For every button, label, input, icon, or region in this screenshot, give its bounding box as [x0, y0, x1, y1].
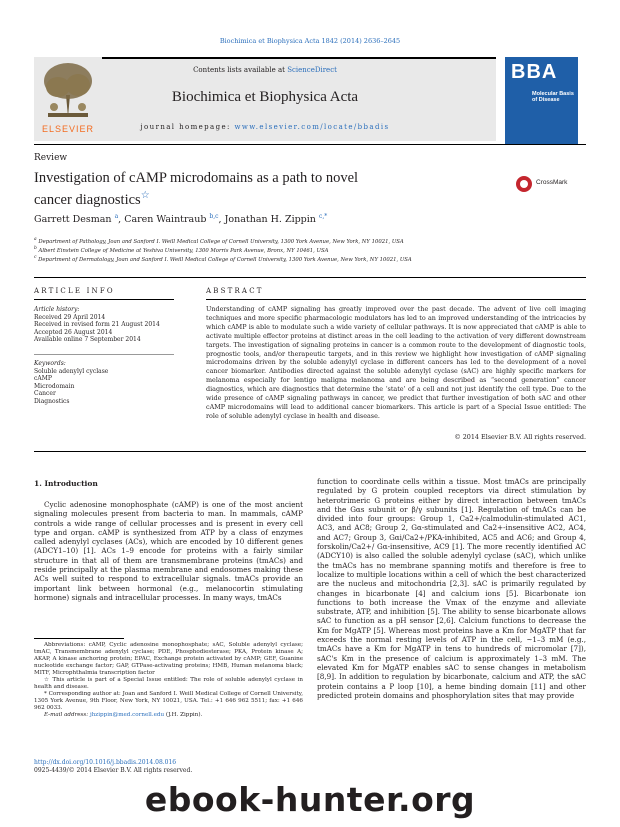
title-line-2: cancer diagnostics — [34, 191, 141, 208]
info-separator — [34, 354, 174, 355]
header-divider — [34, 144, 586, 145]
history-label: Article history: — [34, 306, 80, 313]
crossmark-icon — [516, 176, 532, 192]
affiliation-divider — [34, 277, 586, 278]
author-name[interactable]: Garrett Desman — [34, 214, 112, 226]
footnotes — [34, 642, 303, 719]
issn-line: 0925-4439/© 2014 Elsevier B.V. All rights reserved. — [34, 766, 193, 774]
crossmark-label: CrossMark — [536, 179, 568, 186]
cover-subtitle: Molecular Basis of Disease — [532, 91, 574, 103]
affiliation-text: Department of Pathology, Joan and Sanford I. Weill Medical College of Cornell University, 1300 York Avenue, New York, NY 10021, USA — [38, 238, 404, 245]
affiliation — [34, 246, 328, 254]
crossmark-badge[interactable] — [516, 176, 586, 196]
author-affil-mark[interactable]: b,c — [209, 213, 219, 220]
doi-block — [34, 759, 334, 774]
abstract-text: Understanding of cAMP signaling has greatly improved over the past decade. The advent of live cell imaging techniques and more specific pharmacologic modulators has led to an improved understanding of the intricacies by which cAMP is able to modulate such a wide variety of cellular pathways. It is now appreciated that cAMP is able to activate multiple effector proteins at distinct areas in the cell leading to the activation of very different downstream targets. The investigation of signaling proteins in cancer is a common route to the development of diagnostic tools, prognostic tools, and/or therapeutic targets, and in this review we highlight how investigation of cAMP signaling microdomains driven by the soluble adenylyl cyclase in different cancers has led to the development of a novel cancer biomarker. Antibodies directed against the soluble adenylyl cyclase (sAC) are highly specific markers for melanoma especially for lentigo maligna melanoma and are being described as “second generation” cancer diagnostics, which are diagnostics that determine the ‘state’ of a cell and not just identify the cell type. Due to the wide presence of cAMP signaling pathways in cancer, we predict that further investigation of both sAC and other cAMP microdomains will lead to additional cancer biomarkers. This article is part of a Special Issue entitled: The role of soluble adenylyl cyclase in health and disease. — [206, 305, 586, 420]
abstract-copyright: © 2014 Elsevier B.V. All rights reserved. — [454, 433, 586, 441]
email-footnote — [34, 712, 303, 719]
affiliation-text: Department of Dermatology, Joan and Sanford I. Weill Medical College of Cornell University, 1300 York Avenue, New York, NY 10021, USA — [38, 256, 412, 263]
author-affil-mark[interactable]: a — [114, 213, 119, 220]
article-info-heading: ARTICLE INFO — [34, 287, 115, 295]
affiliation — [34, 255, 412, 263]
abstract-heading: ABSTRACT — [206, 287, 264, 295]
article-title — [34, 170, 474, 209]
contents-availability — [34, 66, 496, 74]
keywords — [34, 360, 174, 406]
homepage-link[interactable]: www.elsevier.com/locate/bbadis — [234, 123, 390, 131]
homepage-prefix: journal homepage: — [140, 123, 235, 131]
author-name[interactable]: Jonathan H. Zippin — [224, 214, 316, 226]
keyword: cAMP — [34, 375, 52, 383]
doi-link[interactable]: http://dx.doi.org/10.1016/j.bbadis.2014.08.016 — [34, 759, 177, 766]
article-history — [34, 306, 174, 344]
journal-cover-image — [505, 57, 578, 145]
body-right-column — [317, 477, 586, 700]
affiliation-mark: c — [34, 255, 37, 260]
keyword: Soluble adenylyl cyclase — [34, 367, 109, 375]
article-info-rule — [34, 299, 174, 300]
body-paragraph: Cyclic adenosine monophosphate (cAMP) is one of the most ancient signaling molecules present from bacteria to man. In mammals, cAMP controls a wide range of cellular processes and is present in every cell type and organ. cAMP is synthesized from ATP by a class of enzymes called adenylyl cyclases (ACs), which are encoded by 10 different genes (ADCY1–10) [1]. ACs 1–9 encode for proteins with a fairly similar structure in that all of them are transmembrane proteins (tmACs) and reside principally at the plasma membrane and endosomes making these ACs well suited to respond to extracellular signals. tmACs provide an important link between hormonal (e.g., melanocortin stimulating hormone) signals and intracellular processes. In many ways, tmACs — [34, 500, 303, 602]
title-footnote-mark[interactable]: ☆ — [140, 190, 150, 201]
history-item: Received in revised form 21 August 2014 — [34, 321, 160, 329]
affiliation — [34, 237, 404, 245]
author-name[interactable]: Caren Waintraub — [124, 214, 207, 226]
title-line-1: Investigation of cAMP microdomains as a path to novel — [34, 170, 359, 186]
affiliation-mark: a — [34, 237, 37, 242]
affiliation-text: Albert Einstein College of Medicine at Yeshiva University, 1300 Morris Park Avenue, Bronx, NY 10461, USA — [38, 247, 329, 254]
article-type: Review — [34, 153, 68, 163]
author-list: Garrett Desman $^a$, Caren Waintraub $^{b,c}$, Jonathan H. Zippin $^{c,*}$ — [34, 213, 328, 226]
keyword: Cancer — [34, 390, 56, 398]
contents-prefix: Contents lists available at — [193, 66, 288, 74]
body-left-column — [34, 500, 303, 602]
abbreviations-footnote: Abbreviations: cAMP, Cyclic adenosine monophosphate; sAC, Soluble adenylyl cyclase; tmAC, Transmembrane adenylyl cyclase; PDE, Phosphodiesterase; PKA, Protein kinase A; AKAP, A kinase anchoring protein; EPAC, Exchange protein activated by cAMP; GEF, Guanine nucleotide exchange factor; GAP, GTPase-activating proteins; HMB, Human melanoma black; MITF, Microphthalmia transcription factor — [34, 642, 303, 676]
section-heading-introduction: 1. Introduction — [34, 479, 98, 488]
history-item: Accepted 26 August 2014 — [34, 328, 113, 336]
email-label: E-mail address: — [44, 712, 90, 718]
corresponding-author-footnote: * Corresponding author at: Joan and Sanford I. Weill Medical College of Cornell University, 1305 York Avenue, 9th Floor, New York, NY 10021, USA. Tel.: +1 646 962 5511; fax: +1 646 962 0033. — [34, 691, 303, 711]
history-item: Received 29 April 2014 — [34, 313, 106, 321]
journal-citation[interactable]: Biochimica et Biophysica Acta 1842 (2014) 2636–2645 — [219, 37, 401, 45]
journal-homepage — [34, 123, 496, 131]
email-suffix: (J.H. Zippin). — [164, 712, 203, 718]
cover-title: BBA — [511, 61, 558, 83]
watermark-text: ebook-hunter.org — [144, 780, 476, 819]
keyword: Diagnostics — [34, 397, 70, 405]
sciencedirect-link[interactable]: ScienceDirect — [287, 66, 337, 74]
author-affil-mark[interactable]: c,* — [318, 213, 328, 220]
history-item: Available online 7 September 2014 — [34, 336, 141, 344]
journal-name: Biochimica et Biophysica Acta — [171, 89, 359, 105]
affiliation-mark: b — [34, 246, 37, 251]
keywords-label: Keywords: — [34, 360, 66, 367]
special-issue-footnote: ☆ This article is part of a Special Issue entitled: The role of soluble adenylyl cyclase in health and disease. — [34, 677, 303, 690]
footnote-rule — [34, 638, 124, 639]
body-paragraph: function to coordinate cells within a tissue. Most tmACs are principally regulated by G protein coupled receptors via direct stimulation by heterotrimeric G proteins either by direct interaction between tmACs and the Gαs subunit or β/γ subunits [1]. Regulation of tmACs can be divided into four groups: Group 1, Ca2+/calmodulin-stimulated AC1, AC3, and AC8; Group 2, Gα-stimulated and Ca2+-insensitive AC2, AC4, and AC7; Group 3, Gαi/Ca2+/PKA-inhibited, AC5 and AC6; and Group 4, forskolin/Ca2+/ Gα-insensitive, AC9 [1]. The more recently identified AC (ADCY10) is also called the soluble adenylyl cyclase (sAC), which unlike the tmACs has no membrane spanning motifs and therefore is free to localize to multiple locations within a cell of which the best characterized are the nucleus and mitochondria [2,3]. sAC is primarily regulated by changes in bicarbonate [4] and calcium ions [5]. Bicarbonate ion functions to both increase the Vmax of the enzyme and alleviate substrate, ATP, and inhibition [5]. The ability to sense bicarbonate allows sAC to function as a pH sensor [2,6]. Calcium functions to decrease the Km for MgATP [5]. Whereas most proteins have a Km for MgATP that far exceeds the normal resting levels of ATP in the cell, ~1–3 mM (e.g., tmACs have a Km for MgATP in tens to hundreds of micromolar [7]), sAC's Km in the presence of calcium is approximately 1–3 mM. The elevated Km for MgATP enables sAC to sense changes in metabolism [8,9]. In addition to regulation by bicarbonate, calcium and ATP, the sAC protein contains a P loop [10], a heme binding domain [11] and other predicted protein domains and phosphorylation sites that may provide — [317, 477, 586, 700]
email-link[interactable]: jhzippin@med.cornell.edu — [89, 712, 165, 718]
keyword: Microdomain — [34, 382, 75, 390]
abstract-bottom-rule — [34, 451, 586, 452]
elsevier-wordmark: ELSEVIER — [41, 124, 95, 134]
abstract-rule — [206, 299, 586, 300]
